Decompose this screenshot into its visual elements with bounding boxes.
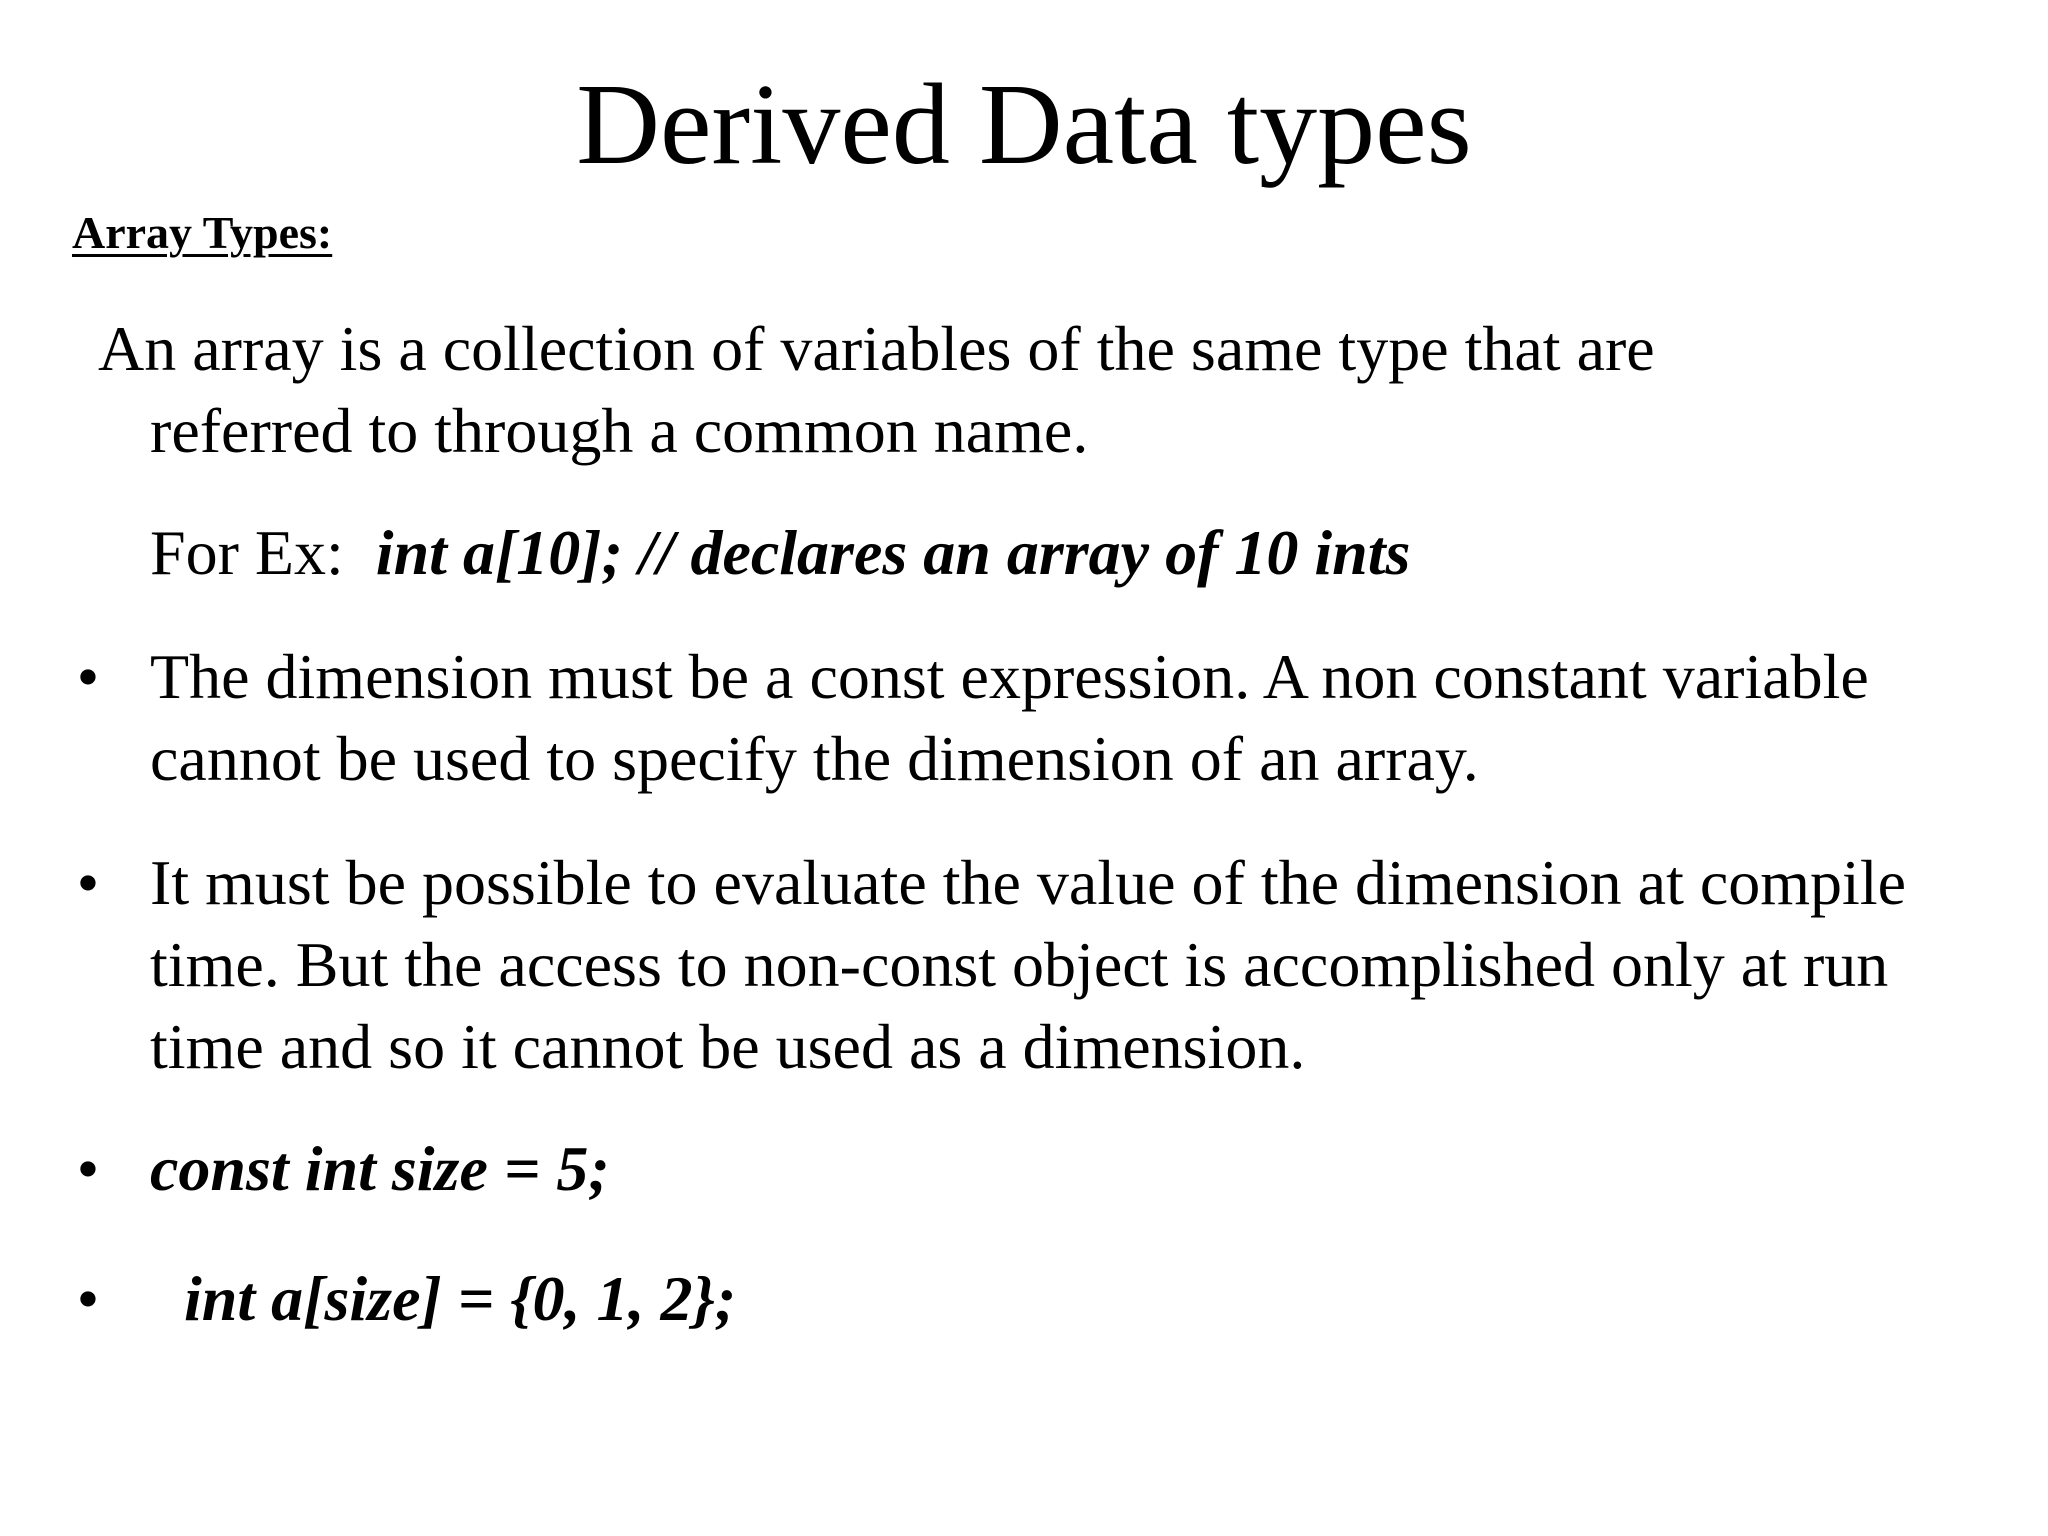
example-line	[150, 512, 1410, 594]
bullet-code: const int size = 5;	[150, 1133, 610, 1204]
example-prefix: For Ex:	[150, 517, 344, 588]
bullet-code: int a[size] = {0, 1, 2};	[184, 1263, 737, 1334]
intro-paragraph	[98, 308, 1978, 472]
intro-line-1: An array is a collection of variables of the same type that are	[98, 313, 1655, 384]
bullet-icon: •	[76, 847, 100, 918]
slide-title: Derived Data types	[576, 61, 1472, 189]
bullet-text: The dimension must be a const expression. A non constant variable cannot be used to specify the dimension of an array.	[150, 641, 1869, 794]
bullet-icon: •	[76, 1263, 100, 1334]
bullet-icon: •	[76, 641, 100, 712]
bullet-text: It must be possible to evaluate the value of the dimension at compile time. But the access to non-const object is accomplished only at run time and so it cannot be used as a dimension.	[150, 847, 1906, 1082]
intro-line-2: referred to through a common name.	[150, 395, 1089, 466]
bullet-icon: •	[76, 1133, 100, 1204]
example-code: int a[10]; // declares an array of 10 ints	[375, 517, 1411, 588]
section-heading: Array Types:	[72, 207, 333, 258]
